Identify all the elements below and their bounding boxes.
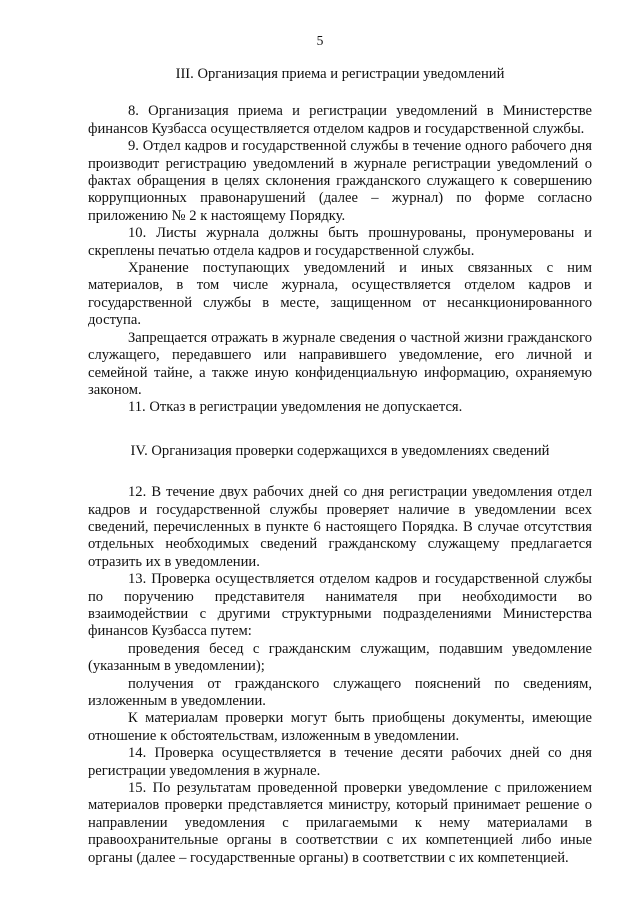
paragraph-conversations: проведения бесед с гражданским служащим, подавшим уведомление (указанным в уведомлении); [88, 640, 592, 675]
section-heading: IV. Организация проверки содержащихся в уведомлениях сведений [130, 442, 550, 459]
section-heading: III. Организация приема и регистрации уведомлений [175, 66, 505, 82]
paragraph-9: 9. Отдел кадров и государственной службы в течение одного рабочего дня производит регистрацию уведомлений в журнале регистрации уведомлений о фактах обращения в целях склонения гражданского служащего к совершению коррупционных правонарушений (далее – журнал) по форме согласно приложению № 2 к настоящему Порядку. [88, 138, 592, 224]
paragraph-storage: Хранение поступающих уведомлений и иных связанных с ним материалов, в том числе журнала, осуществляется отделом кадров и государственной службы в месте, защищенном от несанкционированного доступа. [88, 260, 592, 329]
paragraph-14: 14. Проверка осуществляется в течение десяти рабочих дней со дня регистрации уведомления в журнале. [88, 745, 592, 779]
paragraph-12: 12. В течение двух рабочих дней со дня регистрации уведомления отдел кадров и государственной службы проверяет наличие в уведомлении всех сведений, перечисленных в пункте 6 настоящего Порядка. В случае отсутствия отдельных необходимых сведений гражданскому служащему предлагается отразить их в уведомлении. [88, 484, 592, 570]
paragraph-8: 8. Организация приема и регистрации уведомлений в Министерстве финансов Кузбасса осуществляется отделом кадров и государственной службы. [88, 103, 592, 137]
section-iii [88, 66, 592, 417]
paragraph-materials: К материалам проверки могут быть приобщены документы, имеющие отношение к обстоятельствам, изложенным в уведомлении. [88, 710, 592, 744]
paragraph-11: 11. Отказ в регистрации уведомления не допускается. [128, 399, 463, 416]
paragraph-prohibition: Запрещается отражать в журнале сведения о частной жизни гражданского служащего, передавшего или направившего уведомление, его личной и семейной тайне, а также иную конфиденциальную информацию, охраняемую законом. [88, 329, 592, 398]
paragraph-13: 13. Проверка осуществляется отделом кадров и государственной службы по поручению представителя нанимателя при необходимости во взаимодействии с другими структурными подразделениями Министерства финансов Кузбасса путем: [88, 571, 592, 640]
document-body [88, 66, 592, 867]
page-number: 5 [316, 33, 324, 48]
paragraph-10: 10. Листы журнала должны быть прошнурованы, пронумерованы и скреплены печатью отдела кадров и государственной службы. [88, 225, 592, 259]
paragraph-15: 15. По результатам проведенной проверки уведомление с приложением материалов проверки представляется министру, который принимает решение о направлении уведомления с прилагаемыми к нему материалами в правоохранительные органы в соответствии с их компетенцией либо иные органы (далее – государственные органы) в соответствии с их компетенцией. [88, 780, 592, 866]
paragraph-explanations: получения от гражданского служащего пояснений по сведениям, изложенным в уведомлении. [88, 675, 592, 709]
section-iv [88, 443, 592, 867]
